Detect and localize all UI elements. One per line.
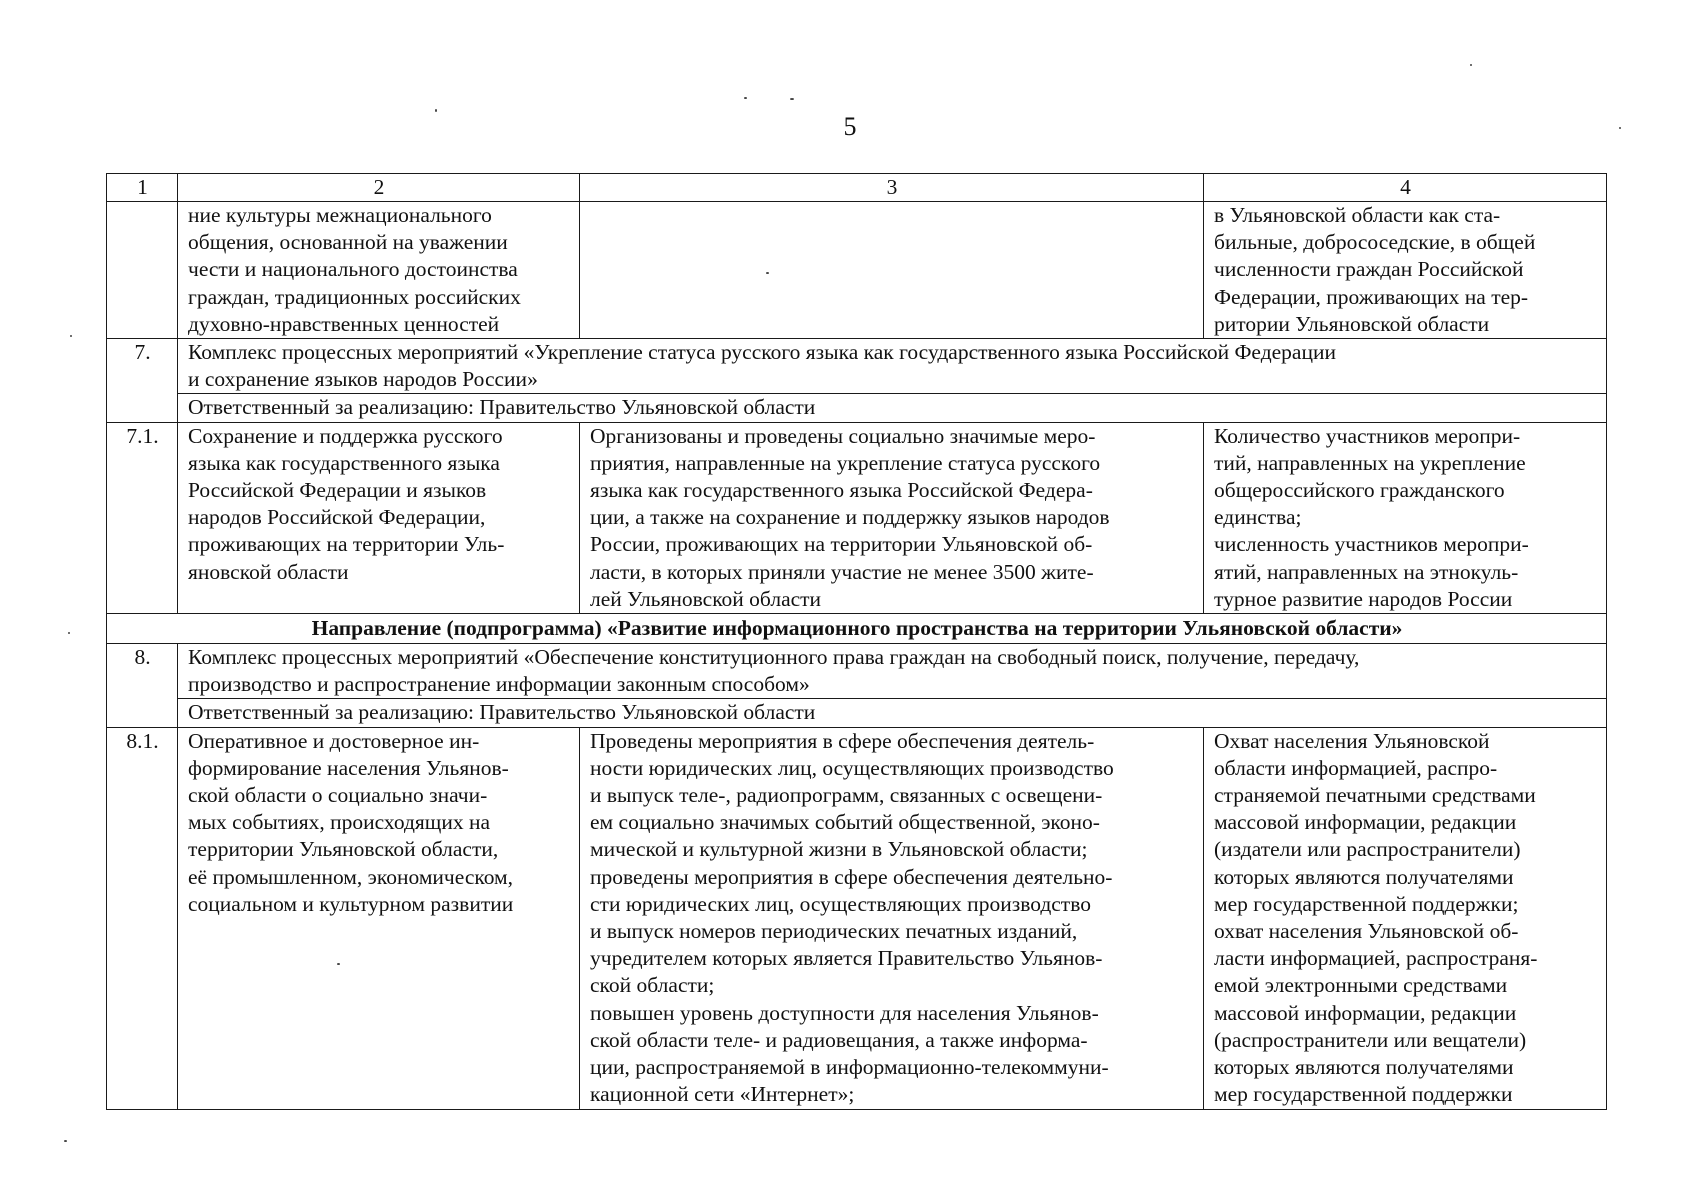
complex-row-7 <box>107 339 1607 394</box>
task-row-8-1 <box>107 727 1607 1109</box>
text-line: Комплекс процессных мероприятий «Укрепление статуса русского языка как государственного языка Российской Федерации <box>188 340 1336 365</box>
program-table <box>106 173 1607 1110</box>
text-line: и выпуск номеров периодических печатных изданий, <box>590 919 1078 944</box>
header-cell: 2 <box>178 174 580 202</box>
text-line: приятия, направленные на укрепление статуса русского <box>590 450 1101 475</box>
text-line: охват населения Ульяновской об- <box>1214 919 1519 944</box>
text-line: общения, основанной на уважении <box>188 230 508 255</box>
text-line: производство и распространение информации законным способом» <box>188 672 810 697</box>
scan-speck <box>1470 64 1472 66</box>
text-line: учредителем которых является Правительство Ульянов- <box>590 946 1103 971</box>
row-number: 8. <box>107 644 178 728</box>
text-line: мых событиях, происходящих на <box>188 810 491 835</box>
text-line: ритории Ульяновской области <box>1214 311 1490 336</box>
text-line: её промышленном, экономическом, <box>188 864 514 889</box>
direction-row <box>107 614 1607 644</box>
responsible-row-7 <box>107 394 1607 422</box>
responsible-row-8 <box>107 699 1607 727</box>
text-line: повышен уровень доступности для населения Ульянов- <box>590 1000 1099 1025</box>
text-line: граждан, традиционных российских <box>188 284 521 309</box>
text-line: мической и культурной жизни в Ульяновской области; <box>590 837 1088 862</box>
row-number <box>107 202 178 339</box>
text-line: (распространители или вещатели) <box>1214 1027 1527 1052</box>
page-number: 5 <box>843 112 857 141</box>
text-line: массовой информации, редакции <box>1214 810 1517 835</box>
scan-speck <box>1619 127 1621 129</box>
scan-speck <box>435 109 437 112</box>
text-line: массовой информации, редакции <box>1214 1000 1517 1025</box>
text-line: народов Российской Федерации, <box>188 505 486 530</box>
text-line: Охват населения Ульяновской <box>1214 728 1490 753</box>
text-line: в Ульяновской области как ста- <box>1214 203 1501 227</box>
text-line: языка как государственного языка Российской Федера- <box>590 478 1093 503</box>
complex-title <box>178 339 1607 394</box>
text-line: кационной сети «Интернет»; <box>590 1082 855 1107</box>
text-line: Оперативное и достоверное ин- <box>188 728 480 753</box>
responsible-text: Ответственный за реализацию: Правительство Ульяновской области <box>178 394 1607 422</box>
text-line: ласти, в которых приняли участие не менее 3500 жите- <box>590 559 1094 584</box>
text-line: России, проживающих на территории Ульяновской об- <box>590 532 1093 557</box>
text-line: Организованы и проведены социально значимые меро- <box>590 423 1096 448</box>
task-cell <box>178 727 580 1109</box>
text-line: Проведены мероприятия в сфере обеспечения деятель- <box>590 728 1095 753</box>
continuation-row <box>107 202 1607 339</box>
scan-speck <box>68 632 70 634</box>
text-line: чести и национального достоинства <box>188 257 518 282</box>
text-line: численности граждан Российской <box>1214 257 1524 282</box>
text-line: бильные, добрососедские, в общей <box>1214 230 1536 255</box>
indicator-cell <box>1204 422 1607 613</box>
header-row <box>107 174 1607 202</box>
text-line: сти юридических лиц, осуществляющих производство <box>590 891 1091 916</box>
text-line: численность участников меропри- <box>1214 532 1529 557</box>
text-line: ции, а также на сохранение и поддержку языков народов <box>590 505 1110 530</box>
row-number: 8.1. <box>107 727 178 1109</box>
result-cell <box>580 202 1204 339</box>
text-line: Комплекс процессных мероприятий «Обеспечение конституционного права граждан на свободный поиск, получение, передачу, <box>188 645 1360 670</box>
text-line: языка как государственного языка <box>188 450 500 475</box>
complex-row-8 <box>107 644 1607 699</box>
text-line: ской области о социально значи- <box>188 783 488 808</box>
task-row-7-1 <box>107 422 1607 613</box>
text-line: ности юридических лиц, осуществляющих производство <box>590 755 1114 780</box>
text-line: ем социально значимых событий общественной, эконо- <box>590 810 1100 835</box>
text-line: ятий, направленных на этнокуль- <box>1214 559 1519 584</box>
text-line: проведены мероприятия в сфере обеспечения деятельно- <box>590 864 1113 889</box>
result-cell <box>580 422 1204 613</box>
text-line: которых являются получателями <box>1214 1055 1514 1080</box>
text-line: формирование населения Ульянов- <box>188 755 509 780</box>
text-line: лей Ульяновской области <box>590 586 822 611</box>
text-line: мер государственной поддержки; <box>1214 891 1519 916</box>
goal-cell <box>178 202 580 339</box>
header-cell: 1 <box>107 174 178 202</box>
indicator-cell <box>1204 727 1607 1109</box>
text-line: мер государственной поддержки <box>1214 1082 1513 1107</box>
text-line: Сохранение и поддержка русского <box>188 423 503 448</box>
row-number: 7.1. <box>107 422 178 613</box>
complex-title <box>178 644 1607 699</box>
text-line: территории Ульяновской области, <box>188 837 499 862</box>
text-line: области информацией, распро- <box>1214 755 1498 780</box>
indicator-cell <box>1204 202 1607 339</box>
text-line: Федерации, проживающих на тер- <box>1214 284 1529 309</box>
text-line: которых являются получателями <box>1214 864 1514 889</box>
text-line: ской области; <box>590 973 715 998</box>
text-line: Российской Федерации и языков <box>188 478 487 503</box>
direction-title: Направление (подпрограмма) «Развитие информационного пространства на территории Ульяновской области» <box>107 614 1607 644</box>
text-line: ской области теле- и радиовещания, а также информа- <box>590 1027 1088 1052</box>
header-cell: 4 <box>1204 174 1607 202</box>
text-line: ции, распространяемой в информационно-телекоммуни- <box>590 1055 1109 1080</box>
text-line: страняемой печатными средствами <box>1214 783 1536 808</box>
header-cell: 3 <box>580 174 1204 202</box>
task-cell <box>178 422 580 613</box>
text-line: единства; <box>1214 505 1302 530</box>
text-line: и сохранение языков народов России» <box>188 367 538 392</box>
text-line: емой электронными средствами <box>1214 973 1508 998</box>
scan-speck <box>70 335 72 337</box>
responsible-text: Ответственный за реализацию: Правительство Ульяновской области <box>178 699 1607 727</box>
scan-speck <box>790 98 794 100</box>
text-line: турное развитие народов России <box>1214 586 1513 611</box>
text-line: проживающих на территории Уль- <box>188 532 505 557</box>
text-line: яновской области <box>188 559 349 584</box>
text-line: тий, направленных на укрепление <box>1214 450 1526 475</box>
result-cell <box>580 727 1204 1109</box>
scan-speck <box>744 97 747 99</box>
text-line: ние культуры межнационального <box>188 203 492 227</box>
scan-speck <box>64 1140 67 1142</box>
row-number: 7. <box>107 339 178 423</box>
text-line: (издатели или распространители) <box>1214 837 1521 862</box>
text-line: социальном и культурном развитии <box>188 891 514 916</box>
text-line: общероссийского гражданского <box>1214 478 1505 503</box>
text-line: духовно-нравственных ценностей <box>188 311 500 336</box>
text-line: ласти информацией, распространя- <box>1214 946 1538 971</box>
text-line: и выпуск теле-, радиопрограмм, связанных с освещени- <box>590 783 1103 808</box>
text-line: Количество участников меропри- <box>1214 423 1521 448</box>
